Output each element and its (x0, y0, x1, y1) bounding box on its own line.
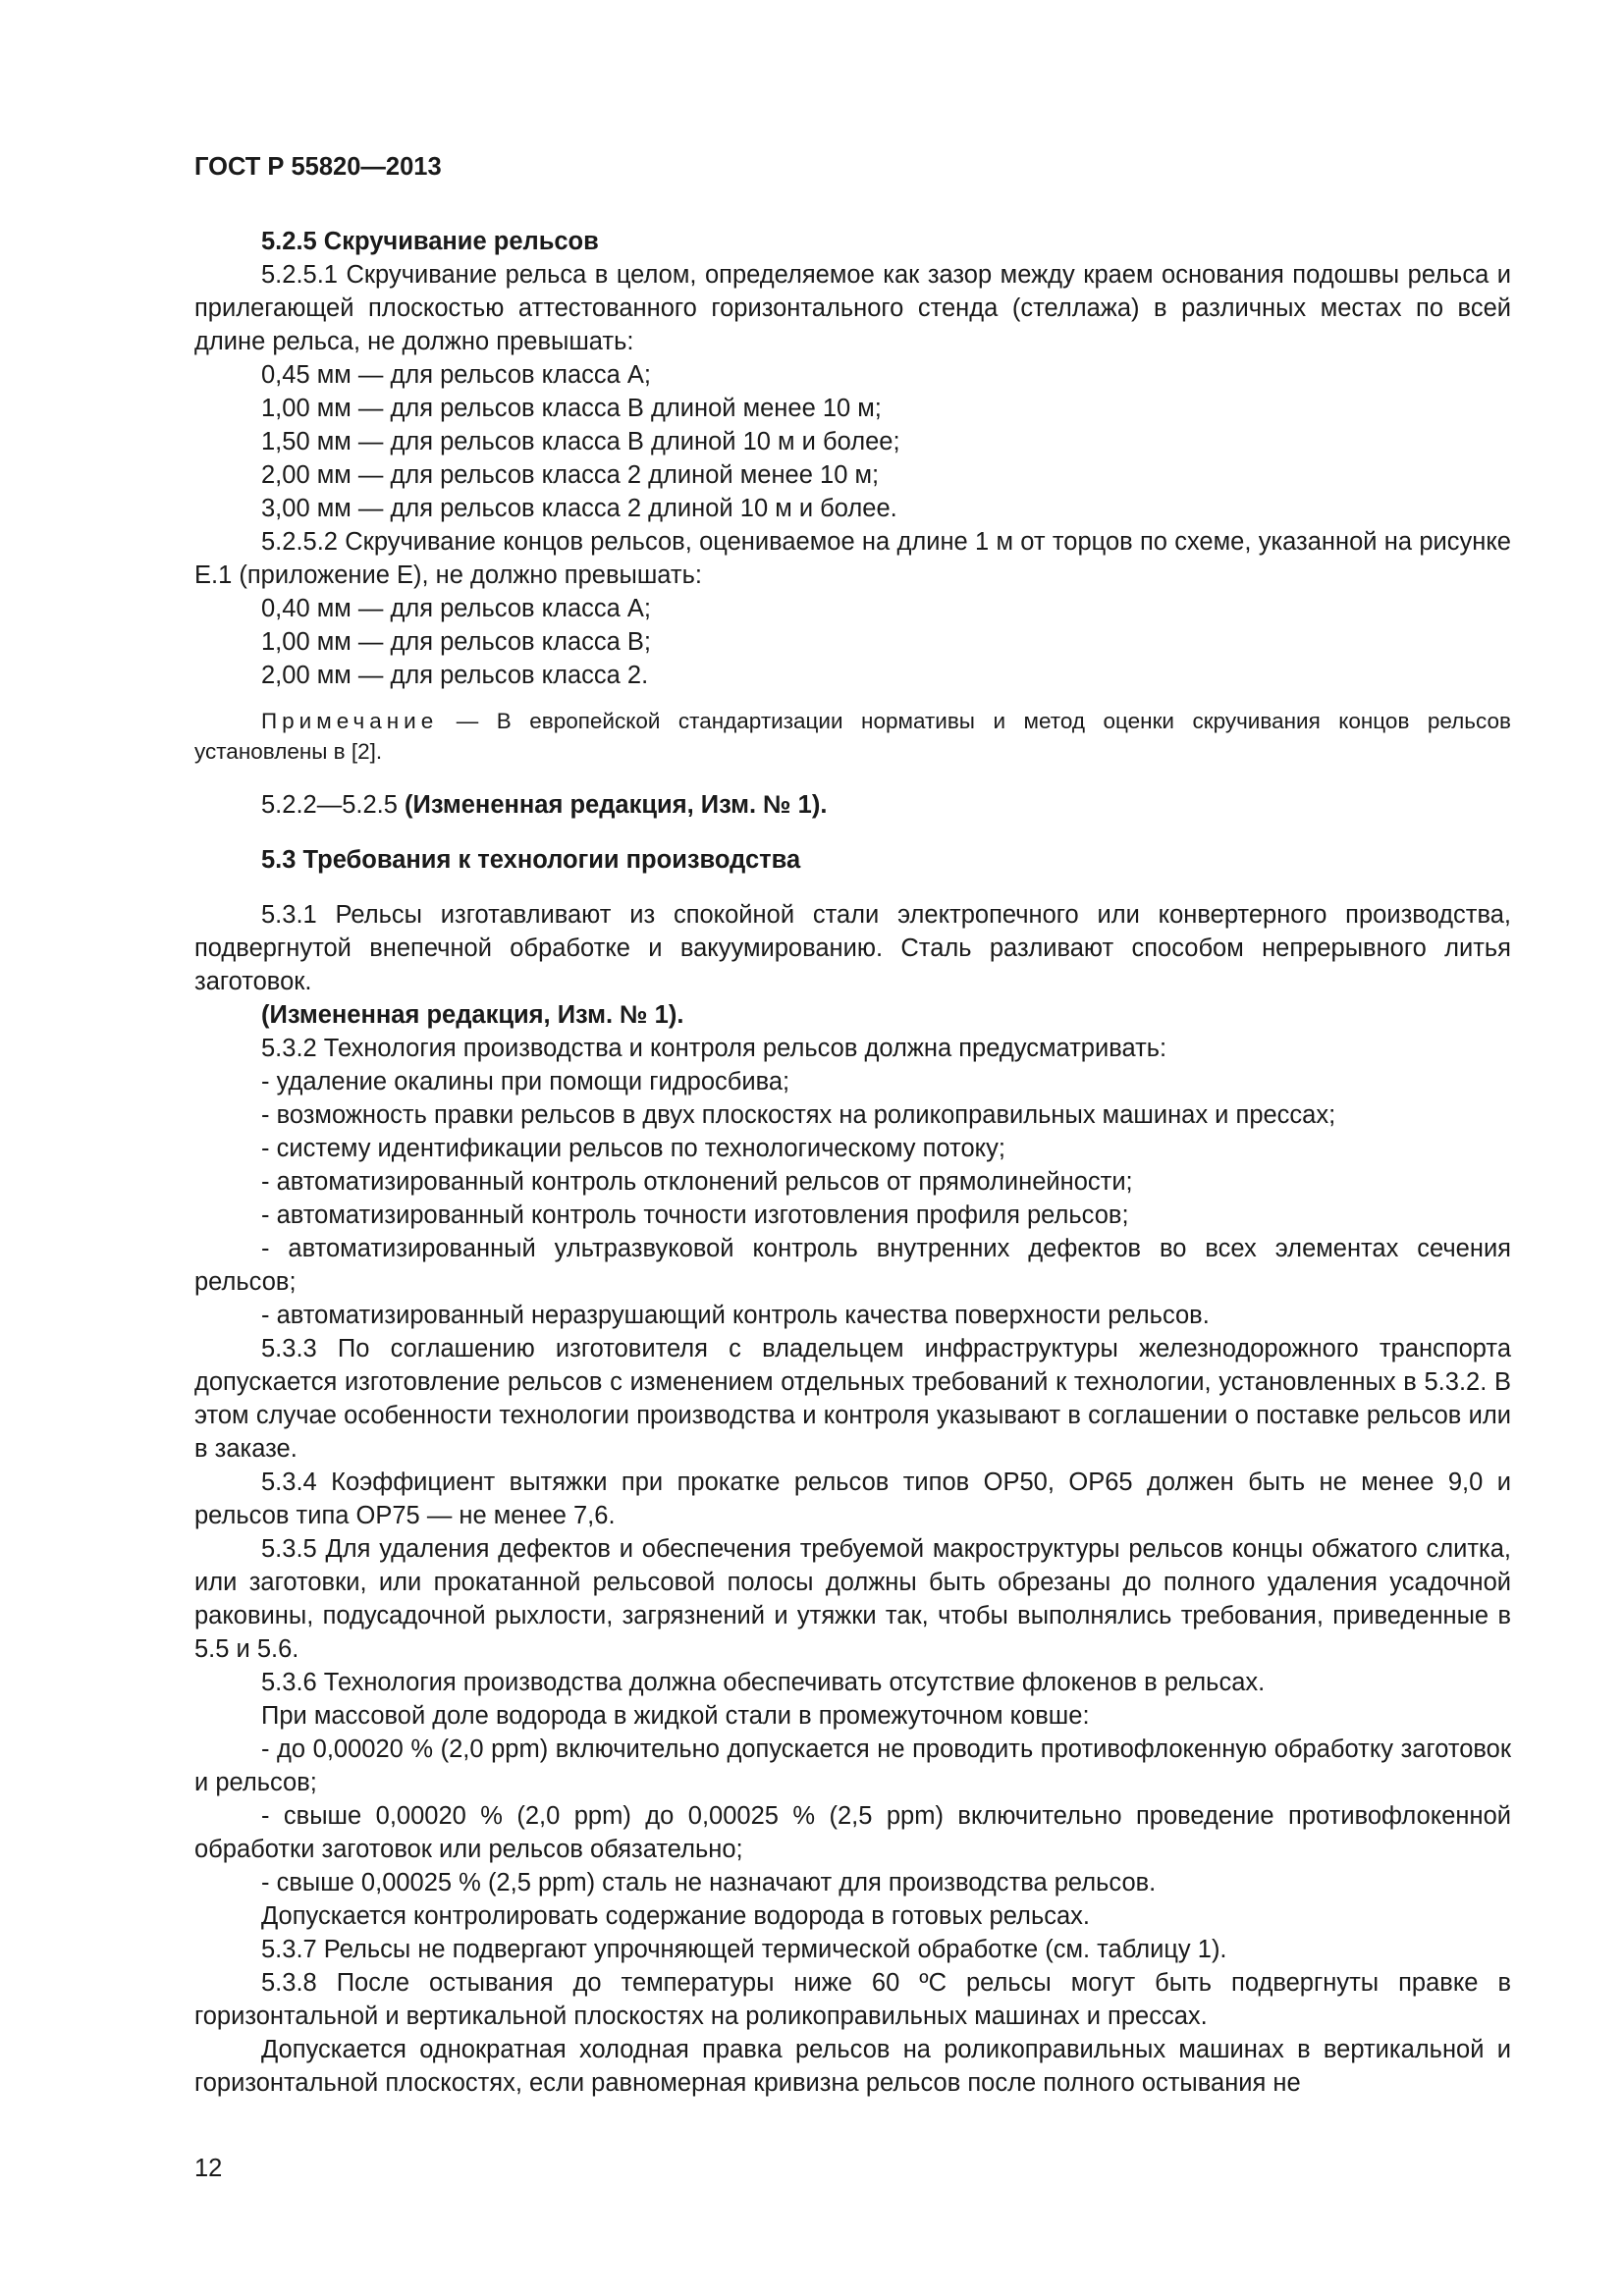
paragraph-5-3-1: 5.3.1 Рельсы изготавливают из спокойной стали электропечного или конвертерного производства, подвергнутой внепечной обработке и вакуумированию. Сталь разливают способом непрерывного литья заготовок. (194, 901, 1511, 995)
list-item: 1,00 мм — для рельсов класса В; (261, 628, 651, 656)
list-item: - автоматизированный ультразвуковой контроль внутренних дефектов во всех элементах сечения рельсов; (194, 1235, 1511, 1296)
list-item: 2,00 мм — для рельсов класса 2. (261, 662, 649, 689)
list-item: - свыше 0,00020 % (2,0 ppm) до 0,00025 % (2,5 ppm) включительно проведение противофлокенной обработки заготовок или рельсов обязательно; (194, 1802, 1511, 1863)
page-number: 12 (194, 2155, 223, 2182)
paragraph-5-2-5-2: 5.2.5.2 Скручивание концов рельсов, оцениваемое на длине 1 м от торцов по схеме, указанной на рисунке Е.1 (приложение Е), не должно превышать: (194, 528, 1511, 589)
list-item: - свыше 0,00025 % (2,5 ppm) сталь не назначают для производства рельсов. (261, 1869, 1157, 1896)
section-heading-5-2-5: 5.2.5 Скручивание рельсов (261, 228, 599, 255)
list-item: - автоматизированный неразрушающий контроль качества поверхности рельсов. (261, 1302, 1210, 1329)
list-item: 0,45 мм — для рельсов класса А; (261, 361, 651, 389)
paragraph-5-3-6: 5.3.6 Технология производства должна обеспечивать отсутствие флокенов в рельсах. (261, 1669, 1266, 1696)
list-item: - автоматизированный контроль отклонений рельсов от прямолинейности; (261, 1168, 1133, 1196)
list-item: 2,00 мм — для рельсов класса 2 длиной менее 10 м; (261, 461, 880, 489)
list-item: 1,50 мм — для рельсов класса В длиной 10 м и более; (261, 428, 900, 455)
document-body (194, 225, 1511, 2100)
list-item: 0,40 мм — для рельсов класса А; (261, 595, 651, 622)
section-heading-5-3: 5.3 Требования к технологии производства (261, 846, 801, 874)
amendment-line (194, 788, 1511, 822)
note-label: Примечание (261, 709, 439, 733)
paragraph-5-3-8: 5.3.8 После остывания до температуры ниже 60 ºС рельсы могут быть подвергнуты правке в горизонтальной и вертикальной плоскостях на роликоправильных машинах и прессах. (194, 1969, 1511, 2030)
paragraph-5-3-2: 5.3.2 Технология производства и контроля рельсов должна предусматривать: (261, 1035, 1167, 1062)
list-item: - удаление окалины при помощи гидросбива; (261, 1068, 790, 1095)
paragraph-5-3-7: 5.3.7 Рельсы не подвергают упрочняющей термической обработке (см. таблицу 1). (261, 1936, 1227, 1963)
note-text: — В европейской стандартизации нормативы и метод оценки скручивания концов рельсов установлены в [2]. (194, 709, 1511, 764)
note (194, 706, 1511, 767)
list-item: - возможность правки рельсов в двух плоскостях на роликоправильных машинах и прессах; (261, 1101, 1336, 1129)
paragraph-5-3-4: 5.3.4 Коэффициент вытяжки при прокатке рельсов типов ОР50, ОР65 должен быть не менее 9,0 и рельсов типа ОР75 — не менее 7,6. (194, 1468, 1511, 1529)
list-item: 3,00 мм — для рельсов класса 2 длиной 10 м и более. (261, 495, 897, 522)
paragraph-5-3-8-b: Допускается однократная холодная правка рельсов на роликоправильных машинах в вертикальной и горизонтальной плоскостях, если равномерная кривизна рельсов после полного остывания не (194, 2036, 1511, 2097)
amendment-bold: (Измененная редакция, Изм. № 1). (405, 791, 828, 819)
document-header: ГОСТ Р 55820—2013 (194, 153, 442, 181)
amendment-5-3-1: (Измененная редакция, Изм. № 1). (261, 1001, 684, 1029)
paragraph-5-3-3: 5.3.3 По соглашению изготовителя с владельцем инфраструктуры железнодорожного транспорта допускается изготовление рельсов с изменением отдельных требований к технологии, установленных в 5.3.2. В этом случае особенности технологии производства и контроля указывают в соглашении о поставке рельсов или в заказе. (194, 1335, 1511, 1463)
paragraph-5-3-6-b: При массовой доле водорода в жидкой стали в промежуточном ковше: (261, 1702, 1090, 1730)
paragraph-5-3-5: 5.3.5 Для удаления дефектов и обеспечения требуемой макроструктуры рельсов концы обжатого слитка, или заготовки, или прокатанной рельсовой полосы должны быть обрезаны до полного удаления усадочной раковины, подусадочной рыхлости, загрязнений и утяжки так, чтобы выполнялись требования, приведенные в 5.5 и 5.6. (194, 1535, 1511, 1663)
paragraph-5-3-6-c: Допускается контролировать содержание водорода в готовых рельсах. (261, 1902, 1090, 1930)
paragraph-5-2-5-1: 5.2.5.1 Скручивание рельса в целом, определяемое как зазор между краем основания подошвы рельса и прилегающей плоскостью аттестованного горизонтального стенда (стеллажа) в различных местах по всей длине рельса, не должно превышать: (194, 261, 1511, 355)
list-item: - автоматизированный контроль точности изготовления профиля рельсов; (261, 1201, 1129, 1229)
list-item: - до 0,00020 % (2,0 ppm) включительно допускается не проводить противофлокенную обработку заготовок и рельсов; (194, 1735, 1511, 1796)
list-item: 1,00 мм — для рельсов класса В длиной менее 10 м; (261, 395, 882, 422)
list-item: - систему идентификации рельсов по технологическому потоку; (261, 1135, 1005, 1162)
amendment-ref: 5.2.2—5.2.5 (261, 791, 406, 819)
